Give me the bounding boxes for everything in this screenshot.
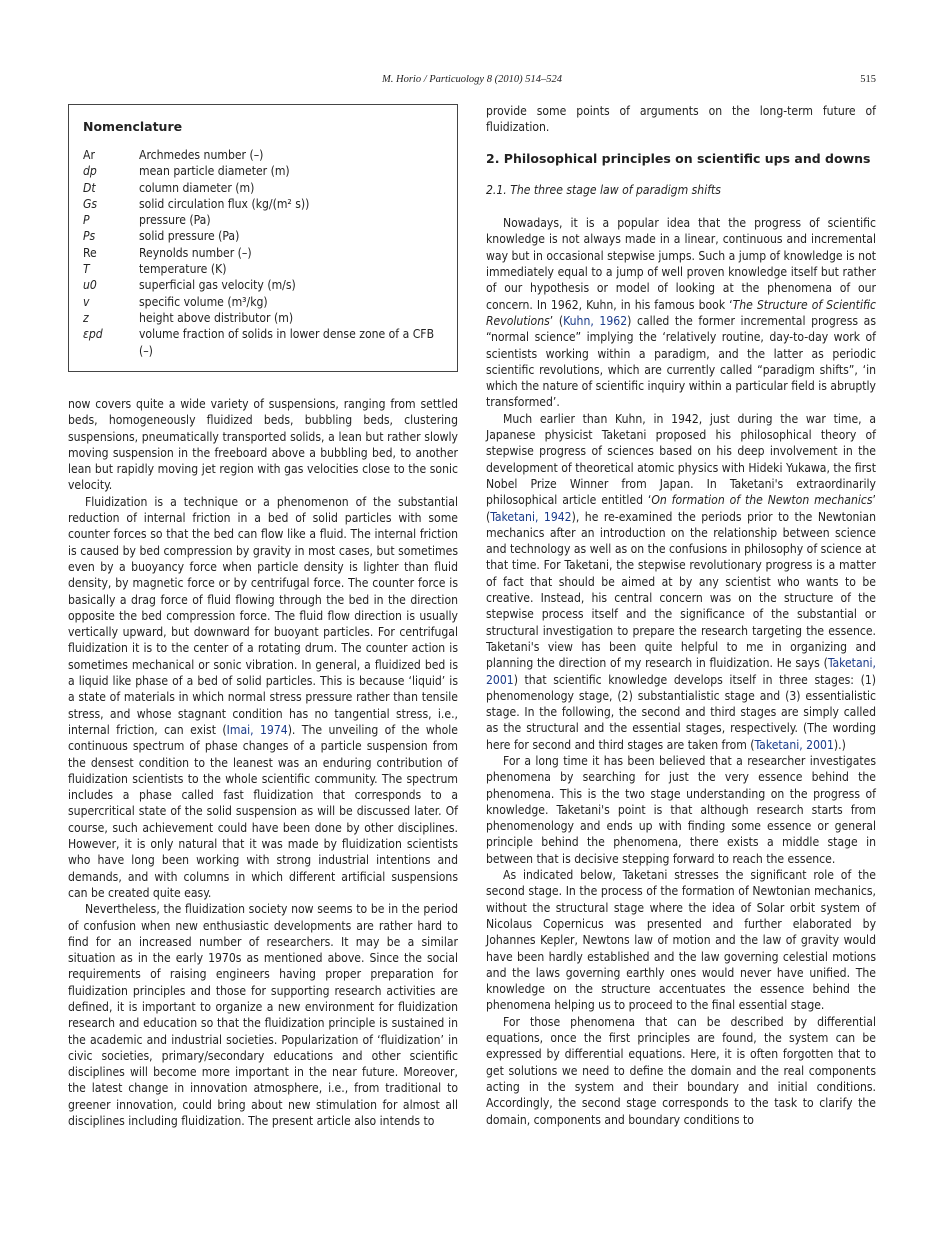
paragraph: For those phenomena that can be described by differential equations, once the first principles are found, the system can be expressed by differential equations. Here, it is often forgotten that to get solutions we need to define the domain and the real components acting in the system and their boundary and initial conditions. Accordingly, the second stage corresponds to the task to clarify the domain, components and boundary conditions to <box>486 1014 876 1127</box>
nomenclature-row <box>83 310 443 326</box>
nomenclature-symbol: T <box>83 262 90 277</box>
nomenclature-symbol: z <box>83 310 89 325</box>
paragraph: Much earlier than Kuhn, in 1942, just during the war time, a Japanese physicist Taketani proposed his philosophical theory of stepwise progress of sciences based on his deep involvement in the development of theoretical atomic physics with Hideki Yukawa, the first Nobel Prize Winner from Japan. In Taketani's extraordinarily philosophical article entitled ‘On formation of the Newton mechanics’ (Taketani, 1942), he re-examined the periods prior to the Newtonian mechanics after an introduction on the relationship between science and technology as well as on the confusions in philosophy of science at that time. For Taketani, the stepwise revolutionary progress is a matter of fact that should be aimed at by any scientist who wants to be creative. Instead, his central concern was on the structure of the stepwise process itself and the significance of the substantial or structural investigation to prepare the research targeting the essence. Taketani's view has been quite helpful to me in organizing and planning the direction of my research in fluidization. He says (Taketani, 2001) that scientific knowledge develops itself in three stages: (1) phenomenology stage, (2) substantialistic stage and (3) essentialistic stage. In the following, the second and third stages are simply called as the structural and the essential stages, respectively. (The wording here for second and third stages are taken from (Taketani, 2001).) <box>486 411 876 752</box>
paragraph: Nevertheless, the fluidization society now seems to be in the period of confusion when new enthusiastic developments are rather hard to find for an increased number of researchers. It may be a similar situation as in the early 1970s as mentioned above. Since the social requirements of raising engineers having proper preparation for fluidization principles and those for supporting research activities are defined, it is important to organize a new environment for fluidization research and education so that the fluidization principle is sustained in the academic and industrial societies. Popularization of ‘fluidization’ in civic societies, primary/secondary educations and other scientific disciplines will become more important in the near future. Moreover, the latest change in innovation atmosphere, i.e., from traditional to greener innovation, could bring about new stimulation for almost all disciplines including fluidization. The present article also intends to <box>68 902 458 1129</box>
paragraph: now covers quite a wide variety of suspensions, ranging from settled beds, homogeneously fluidized beds, bubbling beds, clustering suspensions, pneumatically transported solids, a lean but rather slowly moving suspension in the freeboard above a bubbling bed, to another lean but rapidly moving jet region with gas velocities close to the sonic velocity. <box>68 397 458 493</box>
nomenclature-definition: Reynolds number (–) <box>139 245 252 260</box>
nomenclature-symbol: u0 <box>83 278 97 293</box>
nomenclature-row <box>83 245 443 261</box>
nomenclature-box <box>68 104 458 372</box>
subsection-heading: 2.1. The three stage law of paradigm shifts <box>486 182 721 197</box>
nomenclature-title: Nomenclature <box>83 119 183 134</box>
book-title: The Structure of Scientific Revolutions <box>486 297 876 328</box>
nomenclature-symbol: P <box>83 213 90 228</box>
citation-link[interactable]: Imai, 1974 <box>226 722 288 737</box>
nomenclature-row <box>83 147 443 163</box>
nomenclature-definition: volume fraction of solids in lower dense zone of a CFB (–) <box>139 327 435 358</box>
nomenclature-definition: solid pressure (Pa) <box>139 229 240 244</box>
nomenclature-symbol: dp <box>83 164 97 179</box>
nomenclature-definition: specific volume (m³/kg) <box>139 294 268 309</box>
nomenclature-definition: column diameter (m) <box>139 180 255 195</box>
nomenclature-list <box>83 147 443 359</box>
nomenclature-symbol: v <box>83 294 90 309</box>
citation-link[interactable]: Taketani, 1942 <box>490 509 572 524</box>
paragraph: For a long time it has been believed that a researcher investigates phenomena by searching for just the very essence behind the phenomena. This is the two stage understanding on the progress of knowledge. Taketani's point is that although research starts from phenomenology and ends up with finding some essence or general principle behind the phenomena, there exists a middle stage in between that is decisive stepping forward to reach the essence. <box>486 753 876 866</box>
nomenclature-row <box>83 196 443 212</box>
paragraph: As indicated below, Taketani stresses the significant role of the second stage. In the process of the formation of Newtonian mechanics, without the structural stage where the idea of Solar orbit system of Nicolaus Copernicus was presented and further elaborated by Johannes Kepler, Newtons law of motion and the law of gravity would have been hardly established and the law governing celestial motions and the laws governing earthly ones would never have unified. The knowledge on the structure accentuates the essence behind the phenomena helping us to proceed to the final essential stage. <box>486 868 876 1013</box>
citation-link[interactable]: Taketani, 2001 <box>486 656 876 687</box>
nomenclature-definition: Archmedes number (–) <box>139 148 264 162</box>
paragraph: Fluidization is a technique or a phenomenon of the substantial reduction of internal friction in a bed of solid particles with some counter forces so that the bed can flow like a fluid. The internal friction is caused by bed compression by gravity in most cases, but sometimes even by a buoyancy force when particle density is lighter than fluid density, by magnetic force or by centrifugal force. The counter force is basically a drag force of fluid flowing through the bed in the direction opposite the bed compression force. The fluid flow direction is usually vertically upward, but downward for buoyant particles. For centrifugal fluidization it is to the center of a rotating drum. The counter action is sometimes mechanical or sonic vibration. In general, a fluidized bed is a liquid like phase of a bed of solid particles. This is because ‘liquid’ is a state of materials in which normal stress pressure rather than tensile stress, and whose stagnant condition has no tangential stress, i.e., internal friction, can exist (Imai, 1974). The unveiling of the whole continuous spectrum of phase changes of a particle suspension from the densest condition to the leanest was an enduring contribution of fluidization scientists to the whole scientific community. The spectrum includes a phase called fast fluidization that corresponds to a supercritical state of the solid suspension as will be discussed later. Of course, such achievement could have been done by other disciplines. However, it is only natural that it was made by fluidization scientists who have long been working with strong industrial intentions and demands, and with columns in which different artificial suspensions can be created quite easy. <box>68 494 458 900</box>
nomenclature-symbol: Ps <box>83 229 96 244</box>
page-number: 515 <box>860 74 876 85</box>
nomenclature-row <box>83 228 443 244</box>
section-heading: 2. Philosophical principles on scientific ups and downs <box>486 150 871 166</box>
citation-link[interactable]: Kuhn, 1962 <box>563 313 628 328</box>
nomenclature-symbol: Dt <box>83 180 96 195</box>
left-column <box>68 396 458 1129</box>
paragraph: provide some points of arguments on the long-term future of fluidization. <box>486 104 876 135</box>
nomenclature-row <box>83 326 443 359</box>
nomenclature-symbol: Gs <box>83 196 98 211</box>
nomenclature-row <box>83 261 443 277</box>
running-header <box>68 74 876 90</box>
nomenclature-definition: solid circulation flux (kg/(m² s)) <box>139 196 310 211</box>
nomenclature-row <box>83 212 443 228</box>
nomenclature-symbol: εpd <box>83 327 103 342</box>
paragraph: Nowadays, it is a popular idea that the progress of scientific knowledge is not always made in a linear, continuous and incremental way but in occasional stepwise jumps. Such a jump of knowledge is not immediately equal to a jump of well proven knowledge itself but rather of our hypothesis or model of looking at the phenomena of our concern. In 1962, Kuhn, in his famous book ‘The Structure of Scientific Revolutions’ (Kuhn, 1962) called the former incremental progress as “normal science” implying the ‘relatively routine, day-to-day work of scientists working within a paradigm, and the latter as periodic scientific revolutions, which are currently called “paradigm shifts”, ‘in which the nature of scientific inquiry within a particular field is abruptly transformed’. <box>486 216 877 410</box>
nomenclature-row <box>83 163 443 179</box>
right-column <box>486 103 876 1128</box>
nomenclature-definition: superficial gas velocity (m/s) <box>139 278 296 293</box>
nomenclature-row <box>83 180 443 196</box>
journal-citation: M. Horio / Particuology 8 (2010) 514–524 <box>382 74 562 85</box>
article-title: On formation of the Newton mechanics <box>651 493 873 508</box>
nomenclature-definition: height above distributor (m) <box>139 310 294 325</box>
nomenclature-definition: mean particle diameter (m) <box>139 164 290 179</box>
nomenclature-symbol: Re <box>83 245 97 260</box>
nomenclature-definition: pressure (Pa) <box>139 213 211 228</box>
citation-link[interactable]: Taketani, 2001 <box>754 737 834 752</box>
nomenclature-symbol: Ar <box>83 148 95 162</box>
nomenclature-row <box>83 277 443 293</box>
nomenclature-definition: temperature (K) <box>139 262 227 277</box>
nomenclature-row <box>83 294 443 310</box>
